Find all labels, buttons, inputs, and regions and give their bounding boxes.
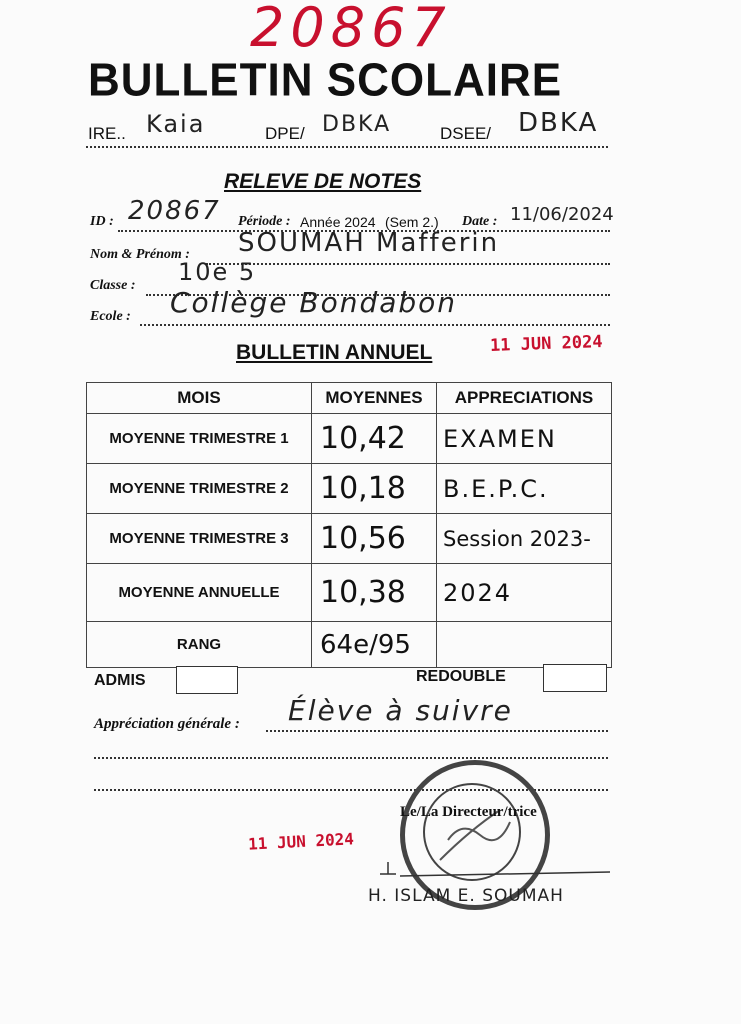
row-appreciation: EXAMEN	[437, 414, 612, 464]
ecole-underline	[140, 324, 610, 326]
nom-value: SOUMAH Mafferin	[238, 228, 500, 258]
appreciation-value: Élève à suivre	[288, 694, 513, 727]
table-header-row	[87, 383, 612, 414]
handwritten-number: 20867	[250, 0, 452, 59]
column-header: APPRECIATIONS	[437, 383, 612, 414]
director-name: H. ISLAM E. SOUMAH	[368, 886, 564, 906]
ecole-label: Ecole :	[90, 309, 131, 324]
date-label: Date :	[462, 214, 498, 229]
table-row	[87, 414, 612, 464]
row-label: RANG	[87, 622, 312, 668]
ecole-value: Collège Bondabon	[170, 286, 458, 319]
date-stamp-top: 11 JUN 2024	[489, 332, 603, 356]
header-underline	[86, 146, 608, 148]
releve-title: RELEVE DE NOTES	[224, 170, 422, 193]
classe-value: 10e 5	[178, 258, 257, 286]
row-average: 10,56	[312, 514, 437, 564]
row-average: 10,38	[312, 564, 437, 622]
sem-label: (Sem 2.)	[385, 214, 439, 230]
table-row	[87, 622, 612, 668]
blank-line-1	[94, 757, 608, 759]
page-title: BULLETIN SCOLAIRE	[88, 54, 563, 107]
row-appreciation: Session 2023-	[437, 514, 612, 564]
dsee-label: DSEE/	[440, 124, 492, 143]
table-row	[87, 564, 612, 622]
admis-label: ADMIS	[94, 672, 146, 689]
appreciation-label: Appréciation générale :	[94, 716, 240, 732]
ire-label: IRE..	[88, 124, 126, 143]
row-label: MOYENNE TRIMESTRE 3	[87, 514, 312, 564]
table-row	[87, 464, 612, 514]
grades-table	[86, 382, 612, 668]
annee-label: Année 2024	[300, 214, 376, 230]
admis-checkbox[interactable]	[176, 666, 238, 694]
column-header: MOYENNES	[312, 383, 437, 414]
row-appreciation: 2024	[437, 564, 612, 622]
nom-underline	[206, 263, 610, 265]
director-role: Le/La Directeur/trice	[400, 804, 537, 820]
row-label: MOYENNE ANNUELLE	[87, 564, 312, 622]
dpe-label: DPE/	[265, 124, 305, 143]
appreciation-underline	[266, 730, 608, 732]
id-value: 20867	[128, 196, 221, 226]
row-average: 10,18	[312, 464, 437, 514]
row-average: 10,42	[312, 414, 437, 464]
dpe-value: DBKA	[322, 112, 392, 137]
date-stamp-bottom: 11 JUN 2024	[247, 829, 355, 854]
redouble-label: REDOUBLE	[416, 668, 506, 685]
date-value: 11/06/2024	[510, 204, 614, 225]
row-label: MOYENNE TRIMESTRE 1	[87, 414, 312, 464]
table-row	[87, 514, 612, 564]
periode-label: Période :	[238, 214, 291, 229]
id-label: ID :	[90, 214, 114, 229]
bulletin-title: BULLETIN ANNUEL	[236, 341, 433, 364]
row-average: 64e/95	[312, 622, 437, 668]
row-label: MOYENNE TRIMESTRE 2	[87, 464, 312, 514]
ire-value: Kaia	[146, 110, 206, 138]
row-appreciation: B.E.P.C.	[437, 464, 612, 514]
row-appreciation	[437, 622, 612, 668]
dsee-value: DBKA	[518, 108, 599, 138]
classe-label: Classe :	[90, 278, 136, 293]
nom-label: Nom & Prénom :	[90, 247, 190, 262]
column-header: MOIS	[87, 383, 312, 414]
redouble-checkbox[interactable]	[543, 664, 607, 692]
